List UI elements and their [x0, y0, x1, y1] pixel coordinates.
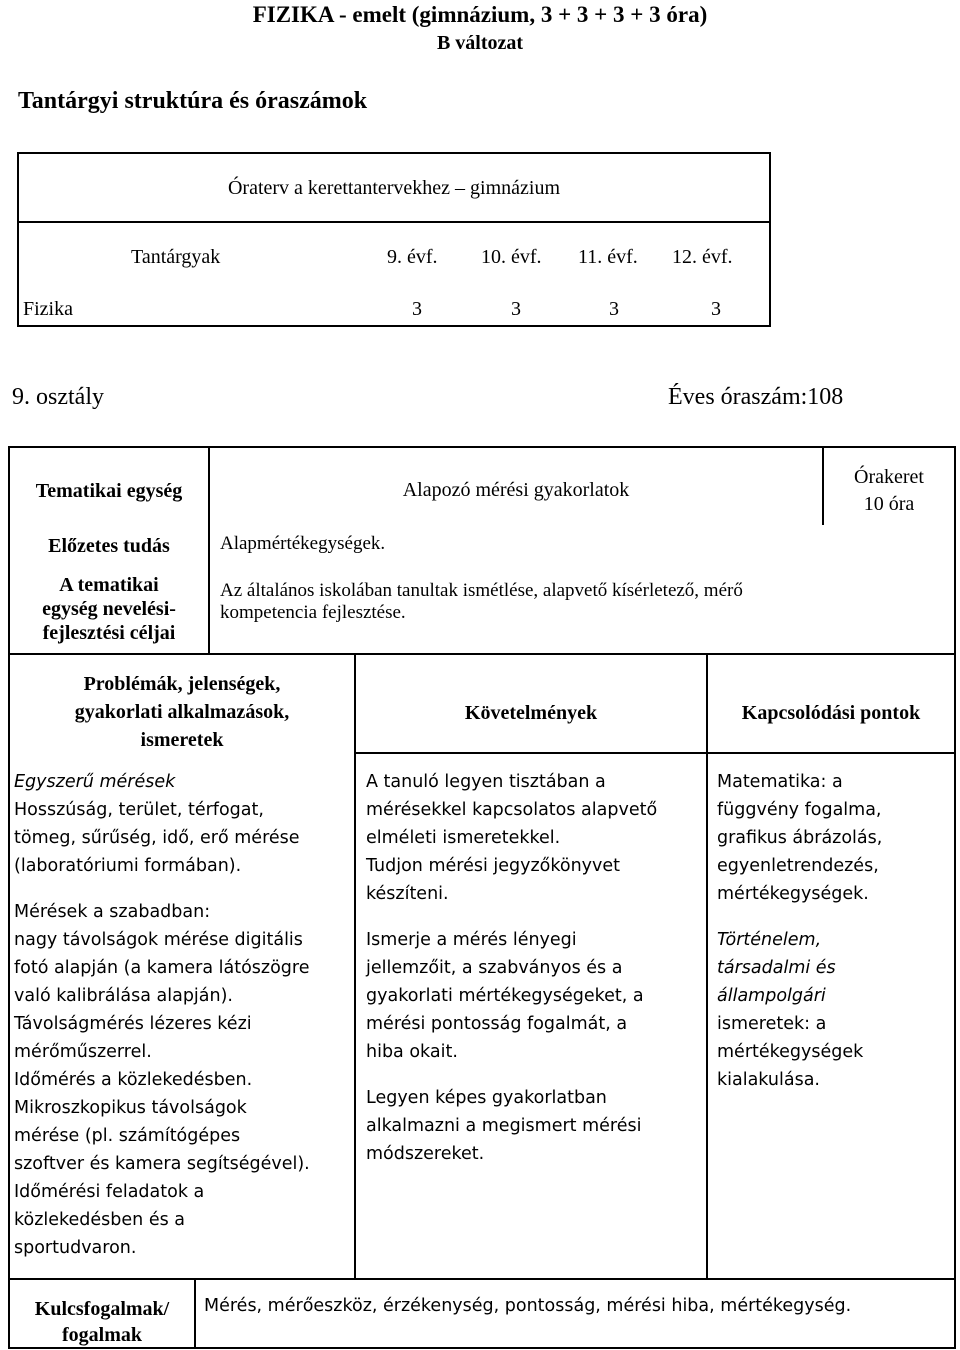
- annual-hours: Éves óraszám:108: [668, 384, 844, 410]
- connections-line: egyenletrendezés,: [717, 856, 879, 876]
- problems-line: (laboratóriumi formában).: [14, 856, 242, 876]
- connections-line: mértékegységek.: [717, 884, 869, 904]
- problems-line: fotó alapján (a kamera látószögre: [14, 958, 310, 978]
- plan-table: [17, 152, 771, 327]
- problems-line: sportudvaron.: [14, 1238, 137, 1258]
- plan-row-grade-10: 3: [511, 298, 521, 320]
- connections-content: [717, 768, 882, 1094]
- goals-text: [220, 580, 743, 624]
- prior-knowledge-label: Előzetes tudás: [48, 535, 170, 557]
- requirements-line: gyakorlati mértékegységeket, a: [366, 986, 644, 1006]
- plan-row-grade-12: 3: [711, 298, 721, 320]
- goals-label: [10, 573, 208, 645]
- problems-line: Időmérés a közlekedésben.: [14, 1070, 253, 1090]
- problems-content: [14, 768, 310, 1262]
- connections-header: Kapcsolódási pontok: [741, 702, 921, 724]
- plan-header-grade-12: 12. évf.: [672, 246, 733, 268]
- plan-row-grade-9: 3: [412, 298, 422, 320]
- plan-row-subject: Fizika: [23, 298, 73, 320]
- problems-heading: Mérések a szabadban:: [14, 902, 211, 922]
- goals-text-line: kompetencia fejlesztése.: [220, 602, 406, 623]
- connections-line: kialakulása.: [717, 1070, 820, 1090]
- requirements-line: Tudjon mérési jegyzőkönyvet: [366, 856, 621, 876]
- problems-line: közlekedésben és a: [14, 1210, 186, 1230]
- connections-line: Matematika: a: [717, 772, 843, 792]
- hours-label: Órakeret: [854, 466, 924, 488]
- problems-line: szoftver és kamera segítségével).: [14, 1154, 310, 1174]
- problems-line: Mikroszkopikus távolságok: [14, 1098, 247, 1118]
- key-concepts-label: [10, 1296, 194, 1348]
- problems-heading: Egyszerű mérések: [14, 772, 176, 792]
- key-concepts-label-line: fogalmak: [62, 1324, 142, 1346]
- problems-line: tömeg, sűrűség, idő, erő mérése: [14, 828, 300, 848]
- requirements-line: elméleti ismeretekkel.: [366, 828, 561, 848]
- class-label: 9. osztály: [12, 384, 104, 410]
- requirements-content: [366, 768, 657, 1168]
- requirements-line: készíteni.: [366, 884, 449, 904]
- requirements-header: Követelmények: [464, 702, 598, 724]
- hours-value: 10 óra: [863, 493, 915, 515]
- problems-line: való kalibrálása alapján).: [14, 986, 233, 1006]
- document-subtitle: B változat: [436, 32, 524, 54]
- requirements-line: módszereket.: [366, 1144, 485, 1164]
- connections-line: ismeretek: a: [717, 1014, 827, 1034]
- key-concepts-label-line: Kulcsfogalmak/: [34, 1298, 170, 1320]
- connections-line: függvény fogalma,: [717, 800, 882, 820]
- goals-label-line: egység nevelési-: [42, 598, 176, 620]
- requirements-line: A tanuló legyen tisztában a: [366, 772, 606, 792]
- section-heading: Tantárgyi struktúra és óraszámok: [18, 88, 368, 114]
- requirements-line: mérési pontosság fogalmát, a: [366, 1014, 628, 1034]
- requirements-line: hiba okait.: [366, 1042, 458, 1062]
- plan-header-grade-9: 9. évf.: [387, 246, 438, 268]
- key-concepts-text: Mérés, mérőeszköz, érzékenység, pontosság, mérési hiba, mértékegység.: [204, 1296, 852, 1316]
- problems-header: [10, 670, 354, 754]
- prior-knowledge-text: Alapmértékegységek.: [220, 533, 386, 554]
- document-title: FIZIKA - emelt (gimnázium, 3 + 3 + 3 + 3 óra): [252, 2, 708, 27]
- problems-line: mérése (pl. számítógépes: [14, 1126, 241, 1146]
- plan-header-grade-10: 10. évf.: [481, 246, 542, 268]
- plan-header-grade-11: 11. évf.: [578, 246, 638, 268]
- requirements-line: mérésekkel kapcsolatos alapvető: [366, 800, 658, 820]
- problems-line: mérőműszerrel.: [14, 1042, 152, 1062]
- problems-line: Hosszúság, terület, térfogat,: [14, 800, 264, 820]
- problems-line: Távolságmérés lézeres kézi: [14, 1014, 252, 1034]
- plan-header-subjects: Tantárgyak: [131, 246, 221, 268]
- plan-table-title: Óraterv a kerettantervekhez – gimnázium: [227, 177, 561, 199]
- unit-label: Tematikai egység: [35, 480, 183, 502]
- connections-line: mértékegységek: [717, 1042, 864, 1062]
- problems-header-line: gyakorlati alkalmazások,: [74, 701, 290, 723]
- unit-title: Alapozó mérési gyakorlatok: [402, 479, 630, 501]
- requirements-line: alkalmazni a megismert mérési: [366, 1116, 642, 1136]
- requirements-line: Ismerje a mérés lényegi: [366, 930, 577, 950]
- problems-line: Időmérési feladatok a: [14, 1182, 205, 1202]
- connections-line: társadalmi és: [717, 958, 836, 978]
- goals-text-line: Az általános iskolában tanultak ismétlése, alapvető kísérletező, mérő: [220, 580, 743, 601]
- goals-label-line: fejlesztési céljai: [42, 622, 176, 644]
- plan-row-grade-11: 3: [609, 298, 619, 320]
- goals-label-line: A tematikai: [59, 574, 159, 596]
- connections-line: Történelem,: [717, 930, 822, 950]
- connections-line: állampolgári: [717, 986, 826, 1006]
- requirements-line: Legyen képes gyakorlatban: [366, 1088, 607, 1108]
- problems-header-line: ismeretek: [140, 729, 224, 751]
- connections-line: grafikus ábrázolás,: [717, 828, 883, 848]
- requirements-line: jellemzőit, a szabványos és a: [366, 958, 623, 978]
- problems-header-line: Problémák, jelenségek,: [83, 673, 281, 695]
- problems-line: nagy távolságok mérése digitális: [14, 930, 303, 950]
